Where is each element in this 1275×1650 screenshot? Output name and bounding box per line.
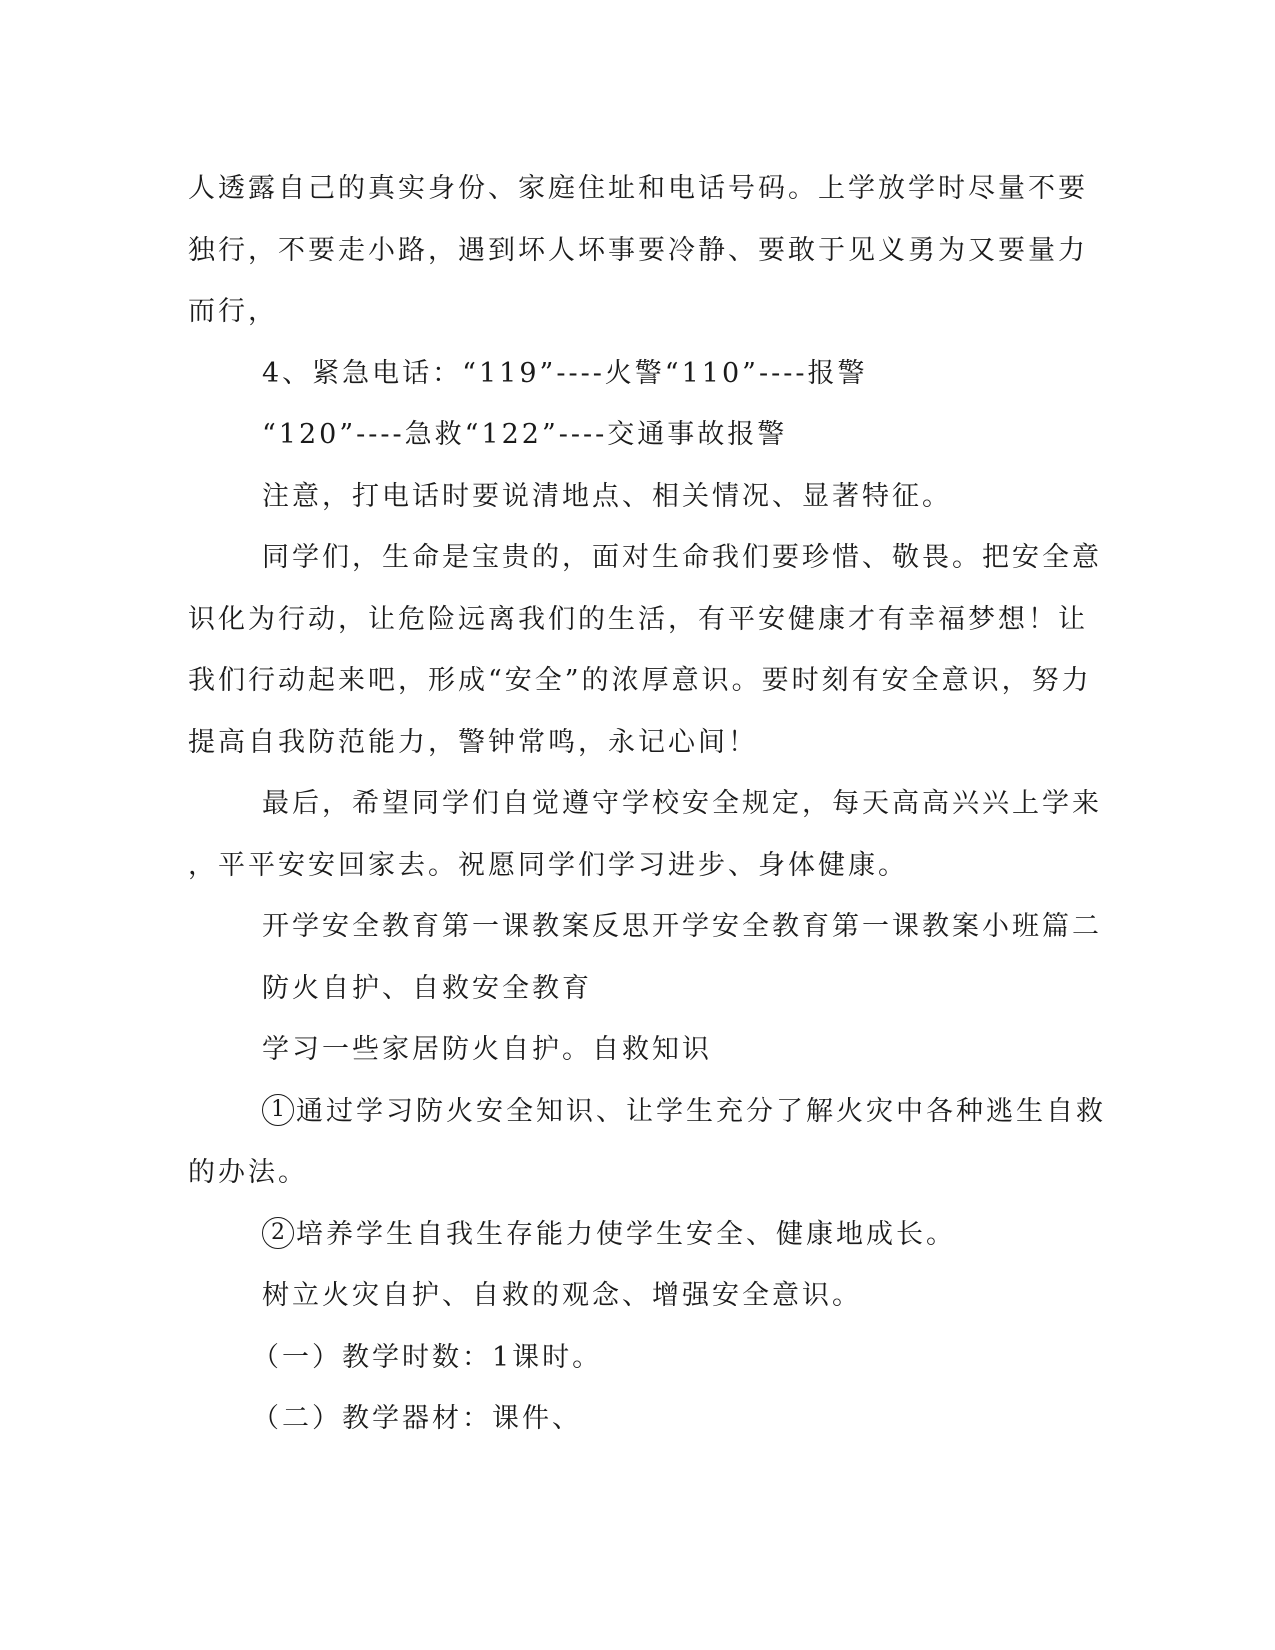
paragraph-start: 同学们，生命是宝贵的，面对生命我们要珍惜、敬畏。把安全意 (262, 542, 1102, 573)
emergency-phone-line: “120”----急救“122”----交通事故报警 (262, 419, 788, 450)
circled-number-2: 2 (262, 1217, 294, 1249)
list-item-text: 培养学生自我生存能力使学生安全、健康地成长。 (296, 1218, 956, 1250)
text-line: 提高自我防范能力，警钟常鸣，永记心间！ (188, 726, 758, 758)
section-subtitle: 防火自护、自救安全教育 (262, 972, 592, 1004)
text-line: （一）教学时数：1课时。 (252, 1341, 603, 1373)
section-title: 开学安全教育第一课教案反思开学安全教育第一课教案小班篇二 (262, 911, 1102, 942)
text-line: 注意，打电话时要说清地点、相关情况、显著特征。 (262, 480, 952, 512)
text-line: （二）教学器材：课件、 (252, 1403, 582, 1434)
list-item-text: 通过学习防火安全知识、让学生充分了解火灾中各种逃生自救 (296, 1095, 1106, 1127)
text-line: 的办法。 (188, 1157, 308, 1188)
list-item (188, 1081, 1106, 1143)
emergency-phone-line: 4、紧急电话：“119”----火警“110”----报警 (262, 357, 868, 389)
text-line: 独行，不要走小路，遇到坏人坏事要冷静、要敢于见义勇为又要量力 (188, 234, 1088, 266)
circled-number-1: 1 (262, 1094, 294, 1126)
text-line: ，平平安安回家去。祝愿同学们学习进步、身体健康。 (188, 849, 908, 881)
text-line: 识化为行动，让危险远离我们的生活，有平安健康才有幸福梦想！让 (188, 603, 1088, 635)
text-line: 我们行动起来吧，形成“安全”的浓厚意识。要时刻有安全意识，努力 (188, 665, 1092, 696)
text-line: 学习一些家居防火自护。自救知识 (262, 1034, 712, 1065)
list-item (188, 1204, 1088, 1266)
document-body (188, 158, 1106, 1450)
paragraph-start: 最后，希望同学们自觉遵守学校安全规定，每天高高兴兴上学来 (262, 788, 1102, 819)
text-line: 而行， (188, 296, 278, 327)
text-line: 树立火灾自护、自救的观念、增强安全意识。 (262, 1280, 862, 1311)
text-line: 人透露自己的真实身份、家庭住址和电话号码。上学放学时尽量不要 (188, 173, 1088, 204)
